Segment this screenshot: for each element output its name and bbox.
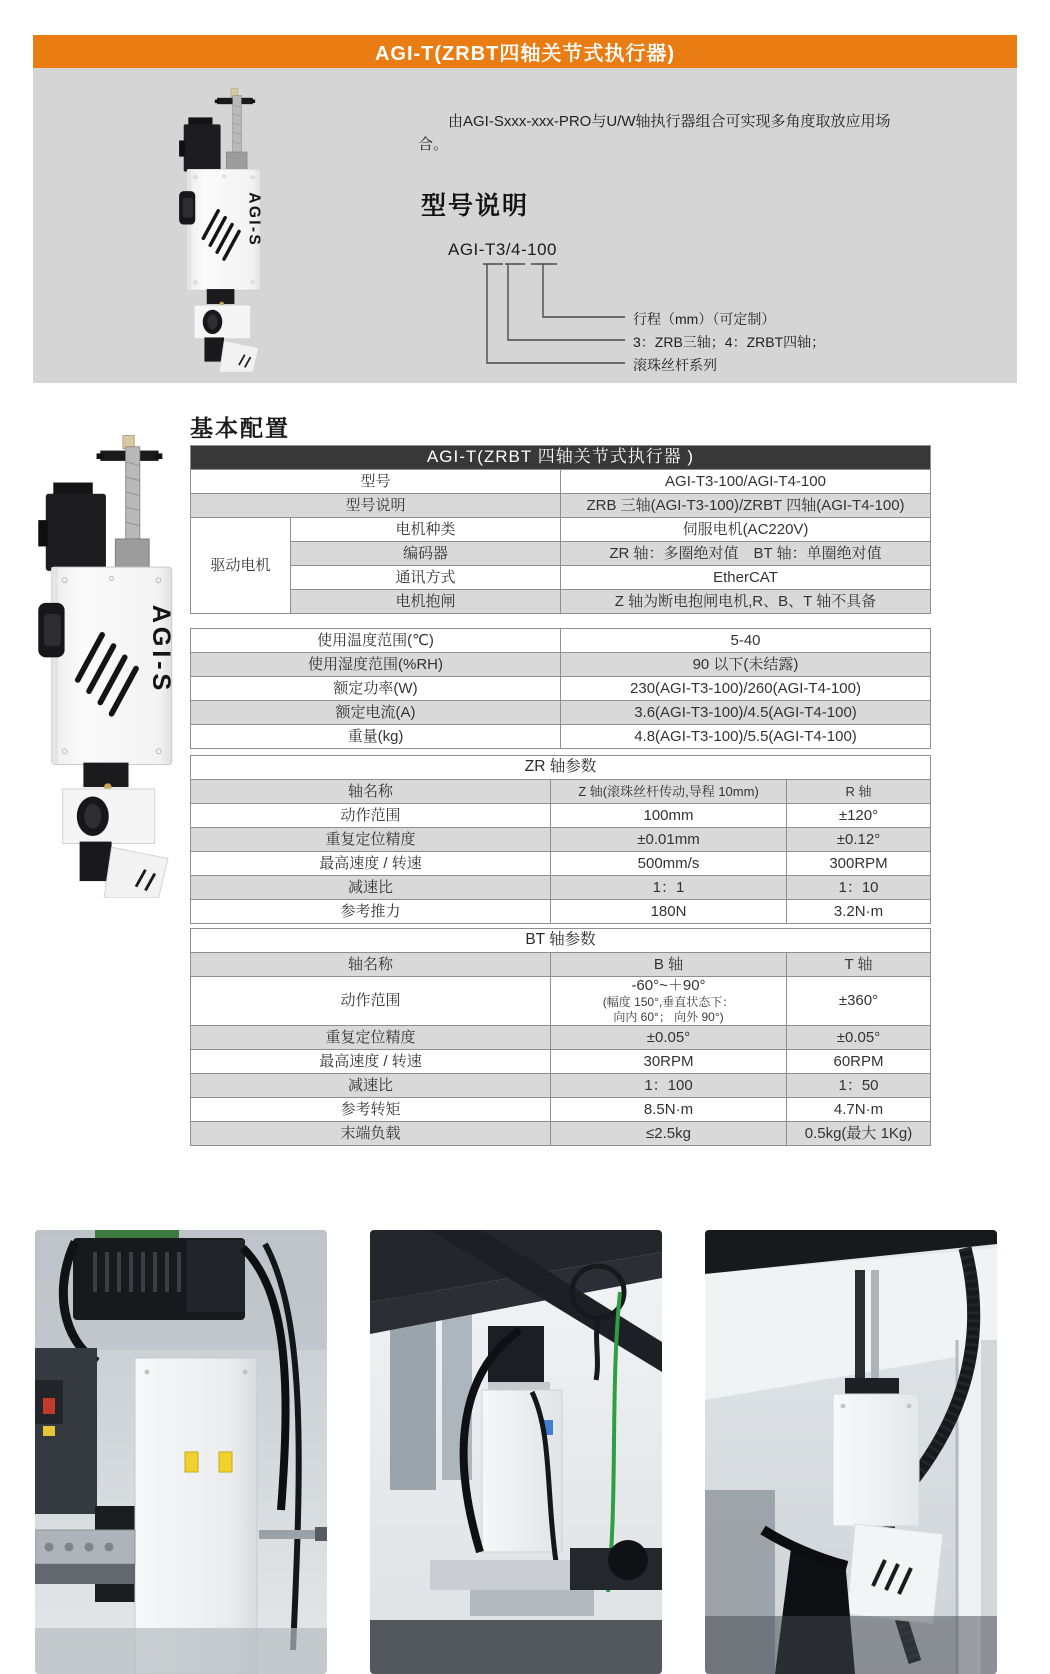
spec-label: 电机抱闸 [291, 590, 561, 614]
table-row [191, 701, 931, 725]
spec-label: 动作范围 [191, 804, 551, 828]
spec-value: 3.6(AGI-T3-100)/4.5(AGI-T4-100) [561, 701, 931, 725]
spec-value: Z 轴为断电抱闸电机,R、B、T 轴不具备 [561, 590, 931, 614]
spec-value: 30RPM [551, 1050, 787, 1074]
section-title: 基本配置 [190, 415, 290, 441]
spec-value: 1：50 [787, 1074, 931, 1098]
z-axis-header: Z 轴(滚珠丝杆传动,导程 10mm) [551, 780, 787, 804]
spec-value: ±360° [787, 977, 931, 1026]
spec-value: 1：1 [551, 876, 787, 900]
table-row [191, 653, 931, 677]
table-row [191, 1026, 931, 1050]
spec-label: 编码器 [291, 542, 561, 566]
model-code: AGI-T3/4-100 [448, 240, 557, 259]
table-row [191, 725, 931, 749]
table-row [191, 1098, 931, 1122]
product-render-hero [171, 84, 269, 372]
installation-photo-3 [705, 1230, 997, 1674]
b-range-note-2: 向内 60°； 向外 90°) [613, 1010, 724, 1024]
callout-label-stroke: 行程（mm）（可定制） [633, 311, 776, 327]
spec-value [551, 977, 787, 1026]
spec-value: 5-40 [561, 629, 931, 653]
spec-label: 额定功率(W) [191, 677, 561, 701]
spec-value: 60RPM [787, 1050, 931, 1074]
spec-label: 动作范围 [191, 977, 551, 1026]
page-title-banner [33, 35, 1017, 68]
table-title-row [191, 929, 931, 953]
b-range-main: -60°~＋90° [631, 977, 706, 994]
product-render-side [25, 428, 185, 898]
zr-axis-table [190, 755, 931, 924]
table-row [191, 876, 931, 900]
table-header: AGI-T(ZRBT 四轴关节式执行器 ) [191, 446, 931, 470]
spec-value: 8.5N·m [551, 1098, 787, 1122]
motor-group-label: 驱动电机 [191, 518, 291, 614]
table-row [191, 566, 931, 590]
spec-value: 100mm [551, 804, 787, 828]
spec-label: 使用湿度范围(%RH) [191, 653, 561, 677]
table-title-row [191, 756, 931, 780]
spec-value: 300RPM [787, 852, 931, 876]
table-row [191, 852, 931, 876]
spec-label: 电机种类 [291, 518, 561, 542]
model-spec-heading: 型号说明 [421, 192, 530, 220]
callout-label-axes: 3：ZRB三轴；4：ZRBT四轴； [633, 334, 826, 350]
spec-label: 最高速度 / 转速 [191, 1050, 551, 1074]
table-row [191, 1074, 931, 1098]
spec-value: ±0.12° [787, 828, 931, 852]
spec-value: 0.5kg(最大 1Kg) [787, 1122, 931, 1146]
installation-photo-2 [370, 1230, 662, 1674]
spec-value: 180N [551, 900, 787, 924]
spec-label: 重复定位精度 [191, 828, 551, 852]
spec-value: EtherCAT [561, 566, 931, 590]
spec-value: ≤2.5kg [551, 1122, 787, 1146]
table-row [191, 804, 931, 828]
spec-value: ±0.05° [551, 1026, 787, 1050]
bt-axis-table [190, 928, 931, 1146]
hero-panel [33, 68, 1017, 383]
spec-value: 1：100 [551, 1074, 787, 1098]
r-axis-header: R 轴 [787, 780, 931, 804]
spec-value: 3.2N·m [787, 900, 931, 924]
spec-label: 减速比 [191, 1074, 551, 1098]
spec-value: 4.7N·m [787, 1098, 931, 1122]
spec-value: 伺服电机(AC220V) [561, 518, 931, 542]
table-row [191, 1122, 931, 1146]
spec-value: ±0.01mm [551, 828, 787, 852]
spec-label: 参考推力 [191, 900, 551, 924]
table-row [191, 900, 931, 924]
table-row [191, 518, 931, 542]
banner-title: AGI-T(ZRBT四轴关节式执行器) [374, 43, 676, 65]
bt-table-title: BT 轴参数 [191, 929, 931, 953]
spec-value: AGI-T3-100/AGI-T4-100 [561, 470, 931, 494]
spec-value: 90 以下(未结露) [561, 653, 931, 677]
spec-label: 重量(kg) [191, 725, 561, 749]
table-row [191, 1050, 931, 1074]
main-spec-table [190, 445, 931, 614]
spec-value: ZRB 三轴(AGI-T3-100)/ZRBT 四轴(AGI-T4-100) [561, 494, 931, 518]
spec-label: 型号 [191, 470, 561, 494]
spec-label: 末端负载 [191, 1122, 551, 1146]
intro-paragraph: 由AGI-Sxxx-xxx-PRO与U/W轴执行器组合可实现多角度取放应用场合。 [418, 113, 891, 154]
table-row [191, 542, 931, 566]
spec-label: 最高速度 / 转速 [191, 852, 551, 876]
b-range-note-1: (幅度 150°,垂直状态下： [602, 995, 735, 1009]
spec-value: ±0.05° [787, 1026, 931, 1050]
table-row [191, 629, 931, 653]
table-header-row [191, 446, 931, 470]
spec-label: 型号说明 [191, 494, 561, 518]
spec-value: 230(AGI-T3-100)/260(AGI-T4-100) [561, 677, 931, 701]
spec-value: ±120° [787, 804, 931, 828]
spec-value: 4.8(AGI-T3-100)/5.5(AGI-T4-100) [561, 725, 931, 749]
spec-label: 通讯方式 [291, 566, 561, 590]
callout-label-series: 滚珠丝杆系列 [633, 357, 717, 373]
spec-label: 参考转矩 [191, 1098, 551, 1122]
b-axis-header: B 轴 [551, 953, 787, 977]
spec-label: 使用温度范围(℃) [191, 629, 561, 653]
zr-table-title: ZR 轴参数 [191, 756, 931, 780]
table-header-row [191, 780, 931, 804]
table-row [191, 590, 931, 614]
env-spec-table [190, 628, 931, 749]
t-axis-header: T 轴 [787, 953, 931, 977]
spec-label: 减速比 [191, 876, 551, 900]
spec-value: 1：10 [787, 876, 931, 900]
installation-photo-1 [35, 1230, 327, 1674]
table-row [191, 977, 931, 1026]
spec-value: 500mm/s [551, 852, 787, 876]
table-header-row [191, 953, 931, 977]
table-row [191, 494, 931, 518]
axis-name-label: 轴名称 [191, 953, 551, 977]
table-row [191, 828, 931, 852]
spec-value: ZR 轴：多圈绝对值 BT 轴：单圈绝对值 [561, 542, 931, 566]
axis-name-label: 轴名称 [191, 780, 551, 804]
table-row [191, 470, 931, 494]
spec-label: 重复定位精度 [191, 1026, 551, 1050]
table-row [191, 677, 931, 701]
spec-label: 额定电流(A) [191, 701, 561, 725]
